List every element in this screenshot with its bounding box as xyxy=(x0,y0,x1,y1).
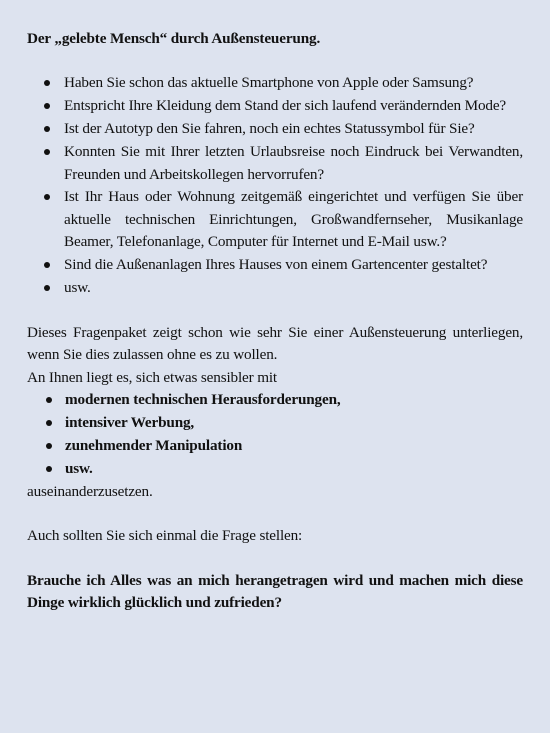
paragraph-question-intro: Auch sollten Sie sich einmal die Frage stellen: xyxy=(27,527,303,545)
list-item: intensiver Werbung, xyxy=(27,412,523,434)
list-item: zunehmender Manipulation xyxy=(27,435,523,457)
document-page xyxy=(27,28,523,614)
challenge-list xyxy=(27,389,523,480)
list-item: modernen technischen Herausforderungen, xyxy=(27,389,523,411)
list-item: Ist der Autotyp den Sie fahren, noch ein echtes Statussymbol für Sie? xyxy=(27,118,523,140)
list-item: usw. xyxy=(27,458,523,480)
list-item: Ist Ihr Haus oder Wohnung zeitgemäß eingerichtet und verfügen Sie über aktuelle technischen Einrichtungen, Großwandfernseher, Musikanlage Beamer, Telefonanlage, Computer für Internet und E-Mail usw.? xyxy=(27,186,523,253)
paragraph-question-package: Dieses Fragenpaket zeigt schon wie sehr Sie einer Außensteuerung unterliegen, wenn Sie dies zulassen ohne es zu wollen. xyxy=(27,323,523,364)
paragraph-conclusion: auseinanderzusetzen. xyxy=(27,482,153,500)
question-list xyxy=(27,72,523,299)
document-heading: Der „gelebte Mensch“ durch Außensteuerung. xyxy=(27,30,321,47)
list-item: Haben Sie schon das aktuelle Smartphone von Apple oder Samsung? xyxy=(27,72,523,94)
list-item: Entspricht Ihre Kleidung dem Stand der sich laufend verändernden Mode? xyxy=(27,95,523,117)
spacer xyxy=(27,503,523,525)
list-item: Konnten Sie mit Ihrer letzten Urlaubsreise noch Eindruck bei Verwandten, Freunden und Arbeitskollegen hervorrufen? xyxy=(27,141,523,186)
spacer xyxy=(27,300,523,322)
spacer xyxy=(27,548,523,570)
paragraph-sensitivity: An Ihnen liegt es, sich etwas sensibler mit xyxy=(27,368,277,386)
final-question: Brauche ich Alles was an mich herangetragen wird und machen mich diese Dinge wirklich glücklich und zufrieden? xyxy=(27,571,523,612)
list-item: usw. xyxy=(27,277,523,299)
list-item: Sind die Außenanlagen Ihres Hauses von einem Gartencenter gestaltet? xyxy=(27,254,523,276)
